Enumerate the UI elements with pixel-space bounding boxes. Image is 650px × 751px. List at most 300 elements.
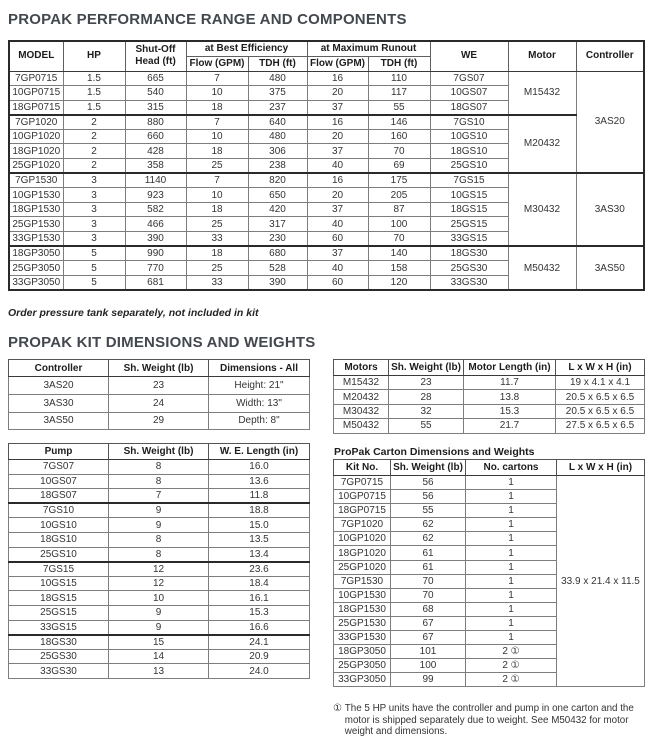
performance-table <box>8 40 645 291</box>
cell-we-length: 20.9 <box>209 649 310 664</box>
cell-sh-weight: 99 <box>391 673 466 687</box>
cell-no-cartons: 1 <box>466 588 557 602</box>
pump-table <box>8 443 310 679</box>
cell-runout-tdh: 120 <box>368 275 430 290</box>
cell-kit-no: 33GP1530 <box>334 631 391 645</box>
cell-sh-weight: 61 <box>391 560 466 574</box>
cell-we-length: 15.3 <box>209 605 310 620</box>
col-header-dimensions-all: Dimensions - All <box>209 360 310 377</box>
cell-controller: 3AS30 <box>9 394 109 412</box>
cell-hp: 3 <box>63 217 125 232</box>
cell-best-tdh: 375 <box>248 86 307 101</box>
cell-sh-weight: 29 <box>109 412 209 430</box>
cell-dimension: Width: 13" <box>209 394 310 412</box>
cell-shutoff-head: 880 <box>125 115 186 130</box>
cell-pump: 33GS15 <box>9 620 109 635</box>
cell-best-flow: 33 <box>186 232 248 247</box>
cell-we-length: 24.0 <box>209 664 310 679</box>
cell-hp: 3 <box>63 232 125 247</box>
col-header-lwh: L x W x H (in) <box>556 360 645 376</box>
pump-row <box>9 605 310 620</box>
cell-pump: 18GS10 <box>9 532 109 547</box>
cell-best-flow: 18 <box>186 144 248 159</box>
cell-sh-weight: 70 <box>391 588 466 602</box>
cell-kit-no: 25GP1530 <box>334 616 391 630</box>
cell-sh-weight: 67 <box>391 616 466 630</box>
cell-we-length: 16.1 <box>209 591 310 606</box>
cell-shutoff-head: 681 <box>125 275 186 290</box>
pump-row <box>9 562 310 577</box>
cell-best-flow: 18 <box>186 246 248 261</box>
cell-runout-flow: 37 <box>307 100 368 115</box>
cell-sh-weight: 9 <box>109 620 209 635</box>
cell-shutoff-head: 466 <box>125 217 186 232</box>
cell-sh-weight: 32 <box>389 404 464 418</box>
cell-sh-weight: 15 <box>109 635 209 650</box>
cell-hp: 2 <box>63 159 125 174</box>
cell-kit-no: 18GP3050 <box>334 645 391 659</box>
cell-runout-tdh: 69 <box>368 159 430 174</box>
cell-model: 10GP1020 <box>9 129 63 144</box>
cell-model: 18GP0715 <box>9 100 63 115</box>
cell-sh-weight: 56 <box>391 476 466 490</box>
cell-pump: 7GS07 <box>9 460 109 475</box>
cell-shutoff-head: 358 <box>125 159 186 174</box>
cell-motor: M15432 <box>508 71 576 115</box>
cell-best-flow: 25 <box>186 217 248 232</box>
col-group-best-efficiency: at Best Efficiency <box>186 41 307 56</box>
col-header-hp: HP <box>63 41 125 71</box>
kit-dimensions-section-title: PROPAK KIT DIMENSIONS AND WEIGHTS <box>8 334 316 351</box>
pump-row <box>9 518 310 533</box>
controller-table <box>8 359 310 430</box>
cell-we-length: 13.4 <box>209 547 310 562</box>
cell-we: 10GS15 <box>430 188 508 203</box>
cell-best-tdh: 317 <box>248 217 307 232</box>
cell-hp: 3 <box>63 173 125 188</box>
cell-best-flow: 18 <box>186 100 248 115</box>
col-header-we: WE <box>430 41 508 71</box>
cell-we: 25GS15 <box>430 217 508 232</box>
col-header-we-length: W. E. Length (in) <box>209 444 310 460</box>
cell-no-cartons: 1 <box>466 560 557 574</box>
cell-motor-length: 21.7 <box>464 419 556 433</box>
cell-model: 33GP1530 <box>9 232 63 247</box>
cell-controller: 3AS30 <box>576 173 644 246</box>
cell-sh-weight: 62 <box>391 518 466 532</box>
col-header-controller: Controller <box>9 360 109 377</box>
pressure-tank-note: Order pressure tank separately, not included in kit <box>8 307 259 319</box>
cell-we-length: 18.4 <box>209 576 310 591</box>
cell-sh-weight: 23 <box>109 377 209 395</box>
cell-we: 7GS10 <box>430 115 508 130</box>
col-header-controller: Controller <box>576 41 644 71</box>
cell-no-cartons: 1 <box>466 532 557 546</box>
cell-dimension: Height: 21" <box>209 377 310 395</box>
cell-best-flow: 10 <box>186 188 248 203</box>
pump-row <box>9 503 310 518</box>
motors-table <box>333 359 645 434</box>
cell-motor-length: 15.3 <box>464 404 556 418</box>
cell-we: 25GS30 <box>430 261 508 276</box>
cell-no-cartons: 1 <box>466 504 557 518</box>
cell-runout-flow: 20 <box>307 188 368 203</box>
cell-kit-no: 7GP1020 <box>334 518 391 532</box>
cell-sh-weight: 7 <box>109 489 209 504</box>
col-header-shutoff-head: Shut-Off Head (ft) <box>125 41 186 71</box>
cell-model: 7GP1020 <box>9 115 63 130</box>
col-header-model: MODEL <box>9 41 63 71</box>
pump-row <box>9 547 310 562</box>
carton-row <box>334 476 645 490</box>
col-header-motor: Motor <box>508 41 576 71</box>
cell-model: 7GP0715 <box>9 71 63 86</box>
cell-controller: 3AS50 <box>9 412 109 430</box>
cell-model: 18GP1020 <box>9 144 63 159</box>
cell-best-tdh: 480 <box>248 71 307 86</box>
cell-best-flow: 7 <box>186 115 248 130</box>
cell-runout-tdh: 160 <box>368 129 430 144</box>
performance-row <box>9 246 644 261</box>
cell-runout-flow: 37 <box>307 144 368 159</box>
cell-model: 25GP3050 <box>9 261 63 276</box>
cell-sh-weight: 9 <box>109 503 209 518</box>
cell-runout-flow: 60 <box>307 232 368 247</box>
cell-motor: M15432 <box>334 376 389 390</box>
carton-footnote <box>333 703 642 738</box>
cell-hp: 3 <box>63 188 125 203</box>
cell-motor: M30432 <box>334 404 389 418</box>
col-header-pump: Pump <box>9 444 109 460</box>
cell-we: 18GS30 <box>430 246 508 261</box>
cell-we-length: 18.8 <box>209 503 310 518</box>
cell-runout-tdh: 87 <box>368 202 430 217</box>
cell-sh-weight: 8 <box>109 460 209 475</box>
cell-runout-tdh: 55 <box>368 100 430 115</box>
col-header-sh-weight: Sh. Weight (lb) <box>389 360 464 376</box>
cell-shutoff-head: 390 <box>125 232 186 247</box>
cell-runout-tdh: 146 <box>368 115 430 130</box>
col-header-runout-flow: Flow (GPM) <box>307 56 368 71</box>
cell-sh-weight: 55 <box>391 504 466 518</box>
cell-best-flow: 7 <box>186 71 248 86</box>
cell-kit-no: 18GP1530 <box>334 602 391 616</box>
cell-runout-tdh: 110 <box>368 71 430 86</box>
cell-kit-no: 7GP0715 <box>334 476 391 490</box>
cell-pump: 10GS07 <box>9 474 109 489</box>
cell-pump: 18GS15 <box>9 591 109 606</box>
cell-shutoff-head: 990 <box>125 246 186 261</box>
cell-sh-weight: 24 <box>109 394 209 412</box>
cell-we: 18GS15 <box>430 202 508 217</box>
cell-model: 25GP1020 <box>9 159 63 174</box>
cell-model: 10GP1530 <box>9 188 63 203</box>
cell-shutoff-head: 665 <box>125 71 186 86</box>
col-header-runout-tdh: TDH (ft) <box>368 56 430 71</box>
cell-sh-weight: 8 <box>109 547 209 562</box>
controller-row <box>9 394 310 412</box>
carton-footnote-text: The 5 HP units have the controller and pump in one carton and the motor is shipped separately due to weight. See M50432 for motor weight and dimensions. <box>344 703 634 738</box>
cell-model: 7GP1530 <box>9 173 63 188</box>
performance-section-title: PROPAK PERFORMANCE RANGE AND COMPONENTS <box>8 11 407 28</box>
col-header-best-flow: Flow (GPM) <box>186 56 248 71</box>
cell-runout-flow: 60 <box>307 275 368 290</box>
cell-pump: 10GS15 <box>9 576 109 591</box>
cell-runout-tdh: 175 <box>368 173 430 188</box>
circled-one-footnote-marker: ① <box>333 703 342 714</box>
cell-shutoff-head: 770 <box>125 261 186 276</box>
cell-pump: 10GS10 <box>9 518 109 533</box>
cell-motor: M50432 <box>508 246 576 290</box>
col-header-kit-no: Kit No. <box>334 460 391 476</box>
cell-hp: 2 <box>63 115 125 130</box>
cell-sh-weight: 9 <box>109 518 209 533</box>
cell-runout-flow: 37 <box>307 246 368 261</box>
cell-motor: M30432 <box>508 173 576 246</box>
cell-kit-no: 18GP1020 <box>334 546 391 560</box>
cell-no-cartons: 1 <box>466 490 557 504</box>
carton-table <box>333 459 645 687</box>
cell-lwh: 27.5 x 6.5 x 6.5 <box>556 419 645 433</box>
cell-we: 25GS10 <box>430 159 508 174</box>
cell-we: 7GS15 <box>430 173 508 188</box>
cell-we: 18GS10 <box>430 144 508 159</box>
cell-lwh-all: 33.9 x 21.4 x 11.5 <box>557 476 645 687</box>
cell-sh-weight: 101 <box>391 645 466 659</box>
cell-best-flow: 7 <box>186 173 248 188</box>
cell-we: 18GS07 <box>430 100 508 115</box>
cell-best-tdh: 680 <box>248 246 307 261</box>
cell-runout-tdh: 100 <box>368 217 430 232</box>
cell-kit-no: 10GP1530 <box>334 588 391 602</box>
col-group-maximum-runout: at Maximum Runout <box>307 41 430 56</box>
pump-row <box>9 664 310 679</box>
cell-sh-weight: 55 <box>389 419 464 433</box>
pump-row <box>9 620 310 635</box>
cell-pump: 25GS30 <box>9 649 109 664</box>
cell-best-tdh: 420 <box>248 202 307 217</box>
cell-best-flow: 10 <box>186 86 248 101</box>
cell-no-cartons: 1 <box>466 476 557 490</box>
cell-model: 10GP0715 <box>9 86 63 101</box>
cell-controller: 3AS50 <box>576 246 644 290</box>
cell-best-tdh: 480 <box>248 129 307 144</box>
cell-we: 10GS10 <box>430 129 508 144</box>
cell-runout-flow: 16 <box>307 71 368 86</box>
cell-no-cartons: 1 <box>466 631 557 645</box>
col-header-sh-weight: Sh. Weight (lb) <box>109 444 209 460</box>
cell-hp: 5 <box>63 275 125 290</box>
cell-shutoff-head: 582 <box>125 202 186 217</box>
cell-model: 33GP3050 <box>9 275 63 290</box>
cell-best-tdh: 390 <box>248 275 307 290</box>
cell-best-tdh: 528 <box>248 261 307 276</box>
pump-row <box>9 489 310 504</box>
cell-shutoff-head: 660 <box>125 129 186 144</box>
pump-row <box>9 649 310 664</box>
cell-motor: M20432 <box>334 390 389 404</box>
cell-hp: 1.5 <box>63 100 125 115</box>
cell-best-tdh: 237 <box>248 100 307 115</box>
cell-hp: 5 <box>63 261 125 276</box>
cell-hp: 3 <box>63 202 125 217</box>
cell-no-cartons: 1 <box>466 616 557 630</box>
cell-best-flow: 33 <box>186 275 248 290</box>
performance-row <box>9 173 644 188</box>
cell-runout-flow: 40 <box>307 261 368 276</box>
cell-we: 33GS15 <box>430 232 508 247</box>
cell-sh-weight: 70 <box>391 574 466 588</box>
cell-we-length: 13.5 <box>209 532 310 547</box>
cell-sh-weight: 100 <box>391 659 466 673</box>
cell-best-tdh: 238 <box>248 159 307 174</box>
cell-runout-flow: 37 <box>307 202 368 217</box>
cell-kit-no: 10GP0715 <box>334 490 391 504</box>
cell-no-cartons: 2 ① <box>466 673 557 687</box>
col-header-no-cartons: No. cartons <box>466 460 557 476</box>
cell-runout-tdh: 117 <box>368 86 430 101</box>
col-header-motors: Motors <box>334 360 389 376</box>
cell-shutoff-head: 428 <box>125 144 186 159</box>
performance-row <box>9 71 644 86</box>
motor-row <box>334 404 645 418</box>
cell-no-cartons: 2 ① <box>466 645 557 659</box>
cell-we: 7GS07 <box>430 71 508 86</box>
cell-we-length: 23.6 <box>209 562 310 577</box>
cell-we: 10GS07 <box>430 86 508 101</box>
cell-runout-tdh: 158 <box>368 261 430 276</box>
cell-best-flow: 25 <box>186 159 248 174</box>
cell-pump: 7GS15 <box>9 562 109 577</box>
cell-best-tdh: 640 <box>248 115 307 130</box>
col-header-sh-weight: Sh. Weight (lb) <box>109 360 209 377</box>
pump-row <box>9 460 310 475</box>
motor-row <box>334 390 645 404</box>
cell-best-tdh: 306 <box>248 144 307 159</box>
cell-hp: 2 <box>63 129 125 144</box>
cell-sh-weight: 61 <box>391 546 466 560</box>
cell-runout-flow: 20 <box>307 86 368 101</box>
cell-shutoff-head: 1140 <box>125 173 186 188</box>
cell-runout-flow: 16 <box>307 173 368 188</box>
cell-sh-weight: 13 <box>109 664 209 679</box>
cell-model: 25GP1530 <box>9 217 63 232</box>
cell-motor: M50432 <box>334 419 389 433</box>
cell-kit-no: 18GP0715 <box>334 504 391 518</box>
cell-pump: 7GS10 <box>9 503 109 518</box>
cell-we-length: 16.6 <box>209 620 310 635</box>
cell-pump: 18GS30 <box>9 635 109 650</box>
cell-sh-weight: 28 <box>389 390 464 404</box>
cell-best-tdh: 820 <box>248 173 307 188</box>
cell-hp: 1.5 <box>63 86 125 101</box>
cell-hp: 2 <box>63 144 125 159</box>
motor-row <box>334 419 645 433</box>
cell-motor: M20432 <box>508 115 576 173</box>
cell-sh-weight: 12 <box>109 562 209 577</box>
pump-row <box>9 532 310 547</box>
cell-dimension: Depth: 8" <box>209 412 310 430</box>
cell-model: 18GP3050 <box>9 246 63 261</box>
cell-runout-flow: 20 <box>307 129 368 144</box>
pump-row <box>9 474 310 489</box>
cell-shutoff-head: 540 <box>125 86 186 101</box>
pump-row <box>9 576 310 591</box>
cell-hp: 5 <box>63 246 125 261</box>
controller-row <box>9 377 310 395</box>
pump-row <box>9 591 310 606</box>
cell-sh-weight: 56 <box>391 490 466 504</box>
cell-sh-weight: 9 <box>109 605 209 620</box>
cell-we-length: 16.0 <box>209 460 310 475</box>
cell-no-cartons: 1 <box>466 574 557 588</box>
cell-lwh: 20.5 x 6.5 x 6.5 <box>556 390 645 404</box>
cell-no-cartons: 2 ① <box>466 659 557 673</box>
cell-no-cartons: 1 <box>466 546 557 560</box>
performance-row <box>9 115 644 130</box>
cell-sh-weight: 67 <box>391 631 466 645</box>
cell-best-tdh: 650 <box>248 188 307 203</box>
cell-best-flow: 10 <box>186 129 248 144</box>
cell-runout-tdh: 70 <box>368 144 430 159</box>
cell-sh-weight: 62 <box>391 532 466 546</box>
cell-sh-weight: 14 <box>109 649 209 664</box>
controller-row <box>9 412 310 430</box>
cell-shutoff-head: 315 <box>125 100 186 115</box>
cell-we: 33GS30 <box>430 275 508 290</box>
motor-row <box>334 376 645 390</box>
cell-we-length: 24.1 <box>209 635 310 650</box>
col-header-best-tdh: TDH (ft) <box>248 56 307 71</box>
cell-lwh: 19 x 4.1 x 4.1 <box>556 376 645 390</box>
col-header-sh-weight: Sh. Weight (lb) <box>391 460 466 476</box>
cell-runout-flow: 40 <box>307 217 368 232</box>
col-header-motor-length: Motor Length (in) <box>464 360 556 376</box>
cell-pump: 25GS10 <box>9 547 109 562</box>
cell-shutoff-head: 923 <box>125 188 186 203</box>
cell-runout-flow: 40 <box>307 159 368 174</box>
cell-sh-weight: 23 <box>389 376 464 390</box>
cell-we-length: 15.0 <box>209 518 310 533</box>
cell-pump: 33GS30 <box>9 664 109 679</box>
cell-motor-length: 11.7 <box>464 376 556 390</box>
cell-runout-tdh: 70 <box>368 232 430 247</box>
cell-controller: 3AS20 <box>9 377 109 395</box>
cell-sh-weight: 68 <box>391 602 466 616</box>
cell-runout-tdh: 140 <box>368 246 430 261</box>
cell-pump: 25GS15 <box>9 605 109 620</box>
cell-kit-no: 25GP3050 <box>334 659 391 673</box>
col-header-lwh: L x W x H (in) <box>557 460 645 476</box>
cell-controller: 3AS20 <box>576 71 644 173</box>
carton-table-title: ProPak Carton Dimensions and Weights <box>334 446 535 458</box>
cell-runout-tdh: 205 <box>368 188 430 203</box>
cell-kit-no: 10GP1020 <box>334 532 391 546</box>
cell-runout-flow: 16 <box>307 115 368 130</box>
pump-row <box>9 635 310 650</box>
cell-model: 18GP1530 <box>9 202 63 217</box>
cell-best-flow: 18 <box>186 202 248 217</box>
cell-motor-length: 13.8 <box>464 390 556 404</box>
cell-no-cartons: 1 <box>466 518 557 532</box>
cell-best-flow: 25 <box>186 261 248 276</box>
cell-no-cartons: 1 <box>466 602 557 616</box>
cell-sh-weight: 10 <box>109 591 209 606</box>
cell-lwh: 20.5 x 6.5 x 6.5 <box>556 404 645 418</box>
cell-we-length: 13.6 <box>209 474 310 489</box>
cell-best-tdh: 230 <box>248 232 307 247</box>
cell-we-length: 11.8 <box>209 489 310 504</box>
